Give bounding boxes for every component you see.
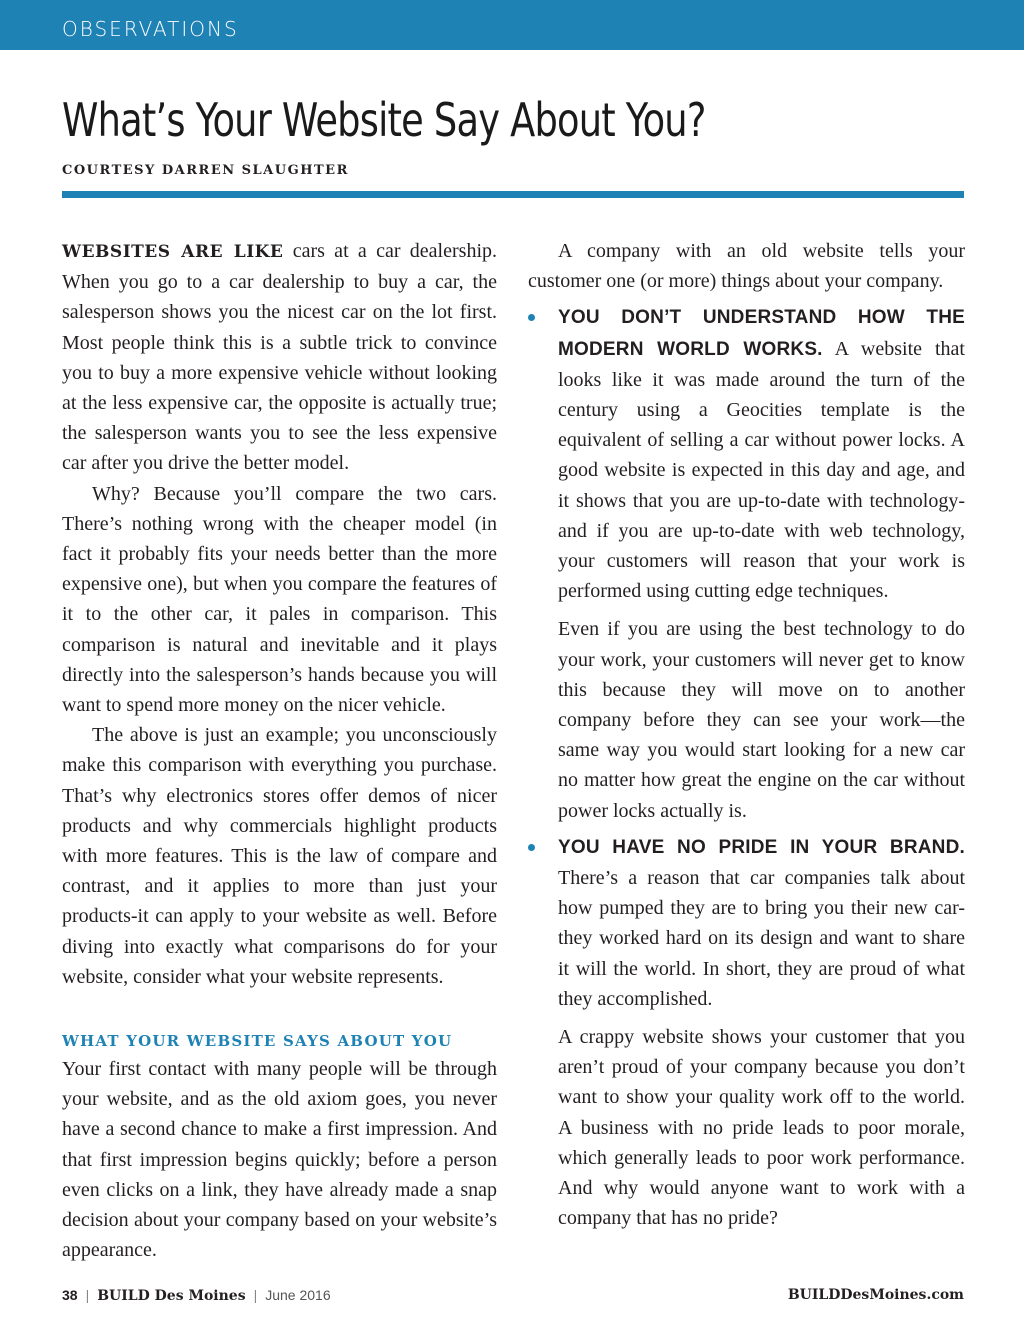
article-title: What’s Your Website Say About You?	[62, 93, 706, 147]
bullet-1-text	[558, 302, 965, 606]
bullet-icon	[528, 844, 535, 851]
bullet-item-1	[528, 302, 965, 606]
paragraph-1	[62, 236, 497, 479]
bullet-item-2	[528, 832, 965, 1014]
bullet-1-heading: YOU DON’T UNDERSTAND HOW THE MODERN WORLD WORKS.	[558, 307, 965, 360]
left-column	[62, 236, 497, 1266]
footer-divider: |	[85, 1287, 90, 1303]
lead-in: WEBSITES ARE LIKE	[62, 242, 284, 262]
title-divider	[62, 191, 964, 198]
right-column	[528, 236, 965, 1234]
website-link[interactable]: BUILDDesMoines.com	[787, 1287, 964, 1303]
paragraph-3: The above is just an example; you unconsciously make this comparison with everything you purchase. That’s why electronics stores offer demos of nicer products and why commercials highlight products with more features. This is the law of compare and contrast, and it applies to more than just your products-it can apply to your website as well. Before diving into exactly what comparisons do for your website, consider what your website represents.	[62, 724, 497, 988]
section-header-bar	[0, 0, 1024, 50]
bullet-icon	[528, 314, 535, 321]
bullet-2-followup: A crappy website shows your customer that you aren’t proud of your company because you don’t want to show your quality work off to the world. A business with no pride leads to poor morale, which generally leads to poor work performance. And why would anyone want to work with a company that has no pride?	[558, 1026, 965, 1230]
issue-date: June 2016	[265, 1287, 331, 1303]
right-intro: A company with an old website tells your customer one (or more) things about your company.	[528, 240, 965, 293]
page-footer	[62, 1287, 964, 1307]
paragraph-2: Why? Because you’ll compare the two cars. There’s nothing wrong with the cheaper model (in fact it probably fits your needs better than the more expensive one), but when you compare the features of it to the other car, it pales in comparison. This comparison is natural and inevitable and it plays directly into the salesperson’s hands because you will want to spend more money on the nicer vehicle.	[62, 482, 497, 717]
bullet-2-heading: YOU HAVE NO PRIDE IN YOUR BRAND.	[558, 836, 965, 858]
bullet-1-body: A website that looks like it was made around the turn of the century using a Geocities template is the equivalent of selling a car without power locks. A good website is expected in this day and age, and it shows that you are up-to-date with technology-and if you are up-to-date with web technology, your customers will reason that your work is performed using cutting edge techniques.	[558, 337, 965, 603]
bullet-2-text	[558, 832, 965, 1014]
publication-name: BUILD Des Moines	[97, 1288, 246, 1304]
paragraph-1-text: cars at a car dealership. When you go to a car dealership to buy a car, the salesperson shows you the nicest car on the lot first. Most people think this is a subtle trick to convince you to buy a more expensive vehicle without looking at the less expensive car, the opposite is actually true; the salesperson wants you to see the less expensive car after you drive the better model.	[62, 240, 497, 475]
paragraph-4: Your first contact with many people will be through your website, and as the old axiom goes, you never have a second chance to make a first impression. And that first impression begins quickly; before a person even clicks on a link, they have already made a snap decision about your company based on your website’s appearance.	[62, 1058, 497, 1262]
page-number: 38	[62, 1287, 78, 1303]
section-label: OBSERVATIONS	[62, 17, 239, 41]
bullet-2-body: There’s a reason that car companies talk about how pumped they are to bring you their new car-they worked hard on its design and want to share it will the world. In short, they are proud of what they accomplished.	[558, 867, 965, 1010]
footer-divider: |	[253, 1287, 258, 1303]
section-subhead: WHAT YOUR WEBSITE SAYS ABOUT YOU	[62, 1032, 453, 1051]
article-byline: COURTESY DARREN SLAUGHTER	[62, 163, 349, 178]
bullet-1-followup: Even if you are using the best technology to do your work, your customers will never get to know this because they will move on to another company before they can see your work—the same way you would start looking for a new car no matter how great the engine on the car without power locks actually is.	[558, 618, 965, 822]
